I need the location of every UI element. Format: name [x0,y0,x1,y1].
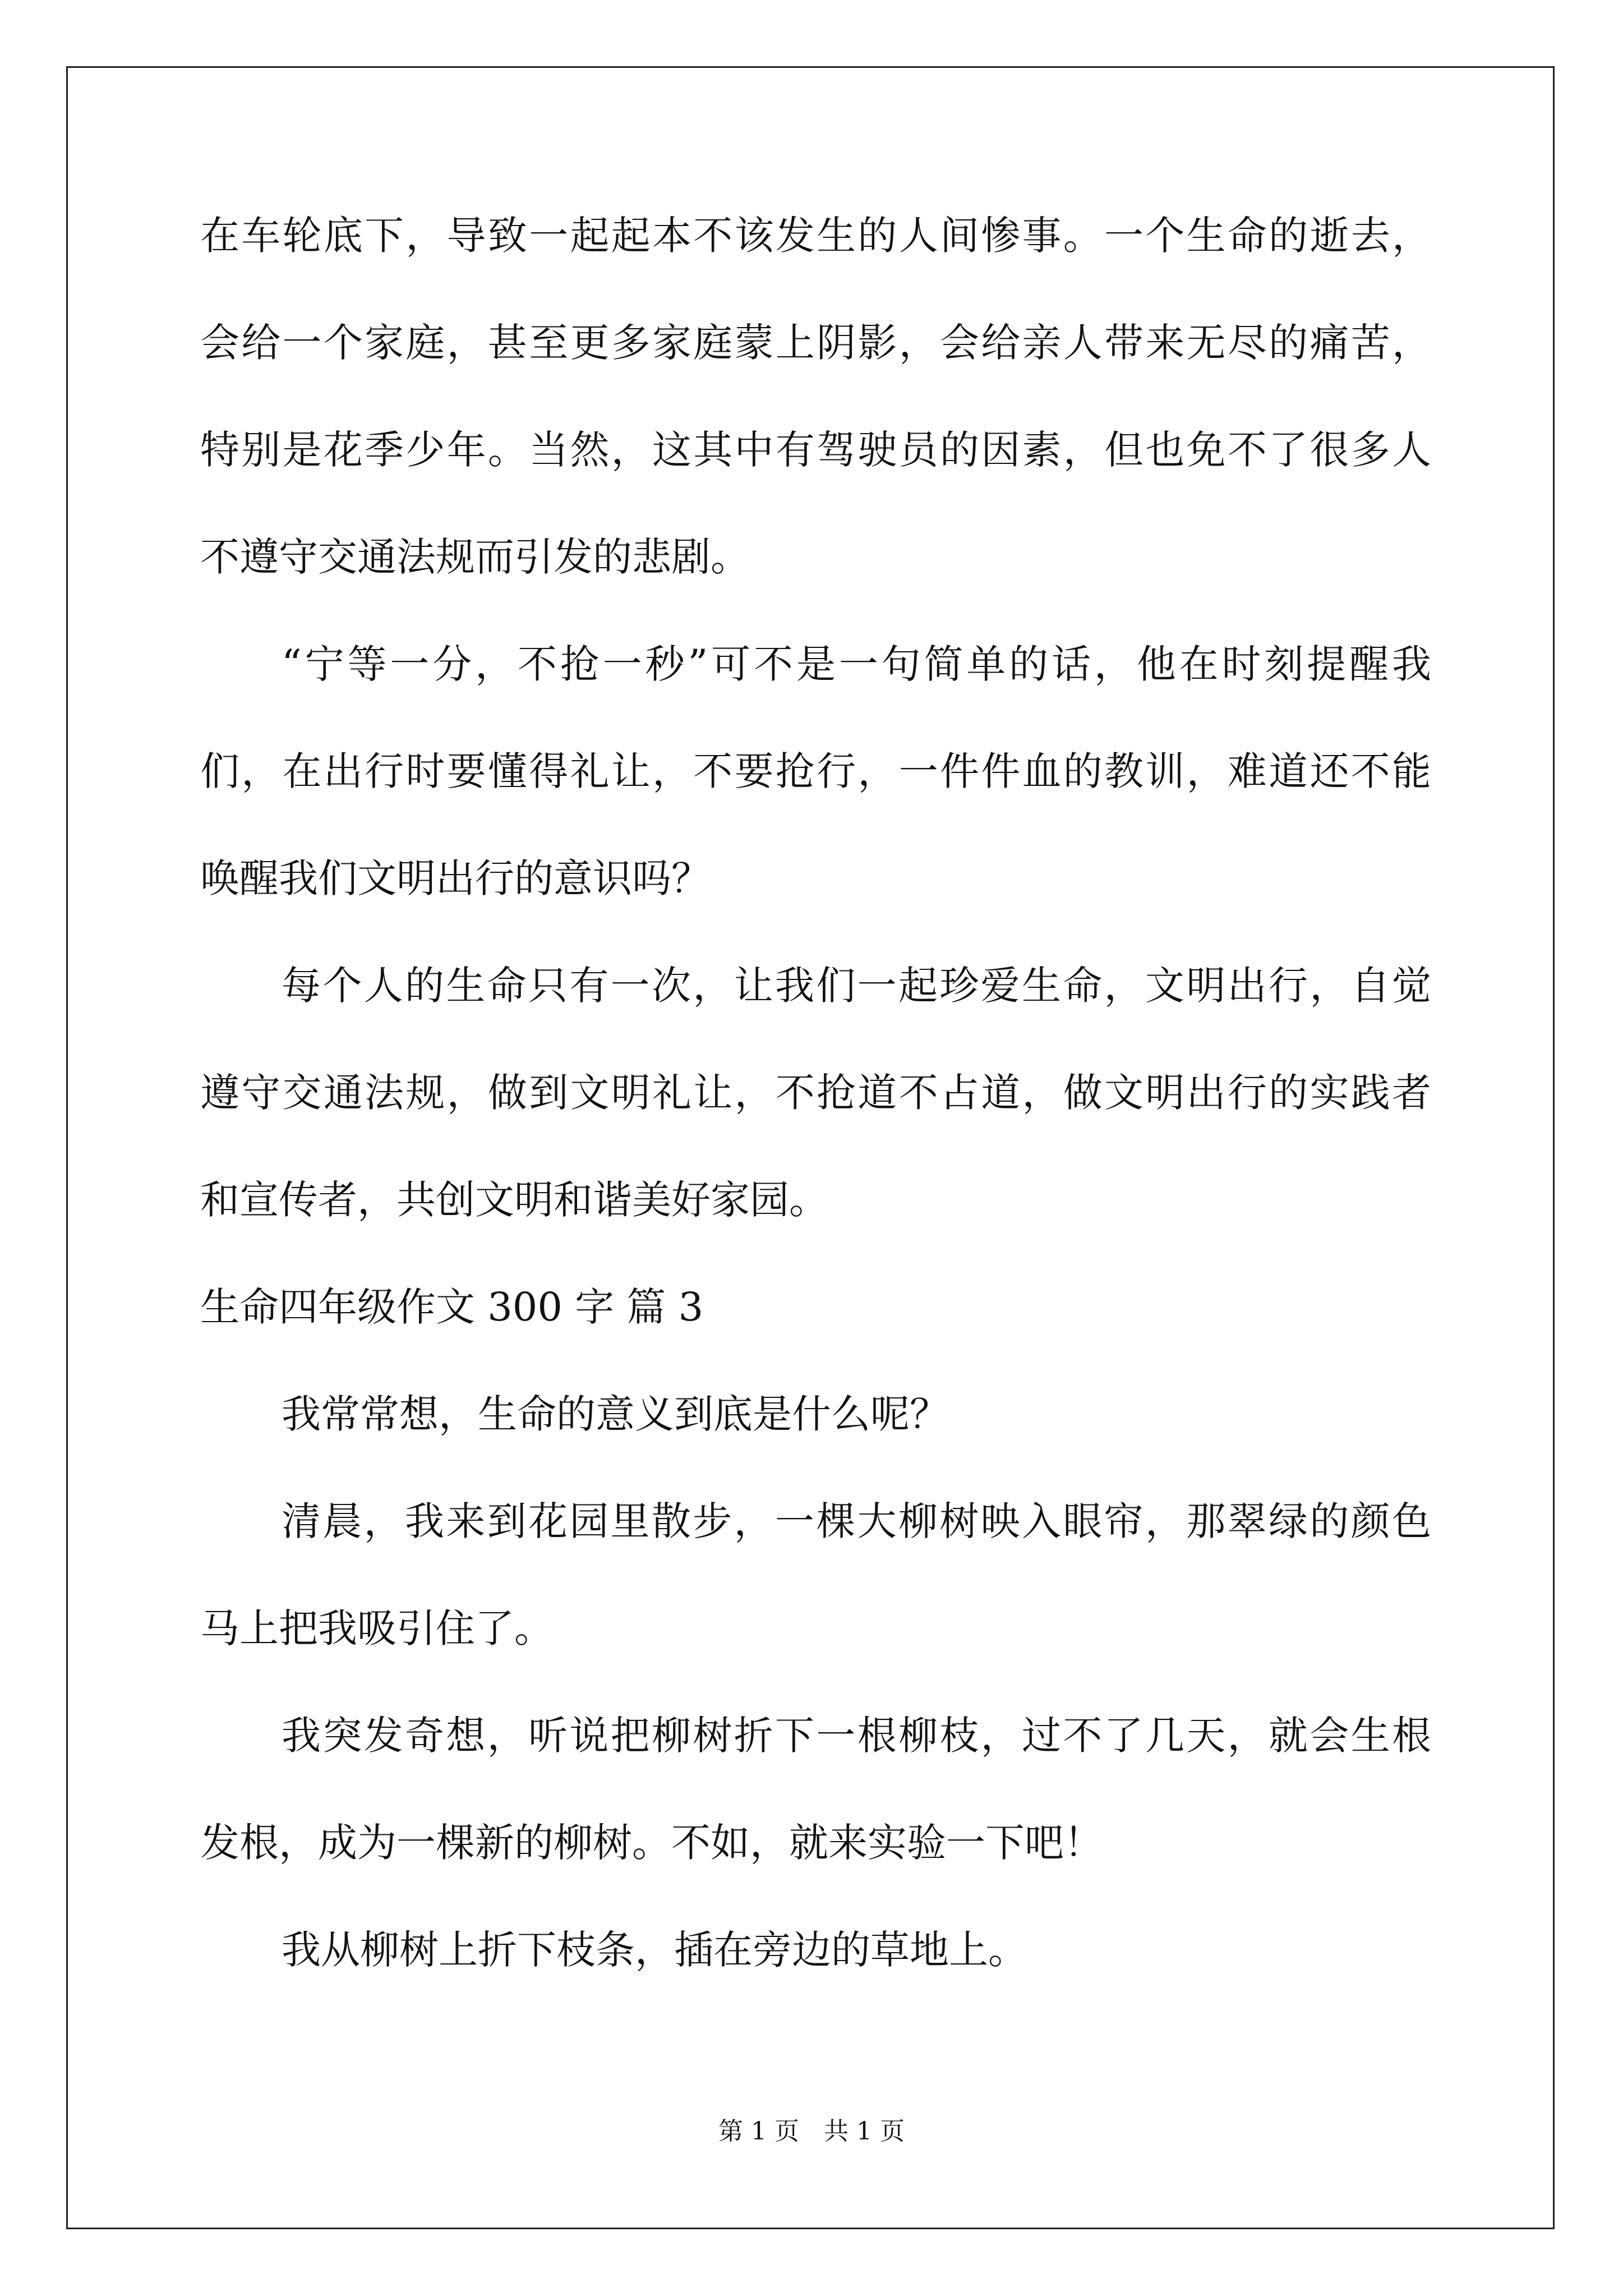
text-line: 马上把我吸引住了。 [200,1605,554,1651]
paragraph-start-line: 清晨，我来到花园里散步，一棵大柳树映入眼帘，那翠绿的颜色 [282,1498,1431,1544]
text-line: 发根，成为一棵新的柳树。不如，就来实验一下吧！ [200,1820,1103,1866]
paragraph-start-line: 我从柳树上折下枝条，插在旁边的草地上。 [282,1927,1027,1973]
text-line: 遵守交通法规，做到文明礼让，不抢道不占道，做文明出行的实践者 [200,1070,1431,1116]
paragraph-start-line: 我突发奇想，听说把柳树折下一根柳枝，过不了几天，就会生根 [282,1713,1431,1759]
page-border [66,66,1555,2229]
text-line: 特别是花季少年。当然，这其中有驾驶员的因素，但也免不了很多人 [200,427,1431,473]
page-footer: 第 1 页 共 1 页 [718,2117,905,2146]
paragraph-start-line: 我常常想，生命的意义到底是什么呢？ [282,1391,949,1437]
text-line: 不遵守交通法规而引发的悲剧。 [200,534,750,580]
text-line: 在车轮底下，导致一起起本不该发生的人间惨事。一个生命的逝去， [200,213,1431,259]
text-line: 和宣传者，共创文明和谐美好家园。 [200,1177,828,1223]
text-line: 唤醒我们文明出行的意识吗？ [200,855,711,901]
paragraph-start-line: “宁等一分，不抢一秒”可不是一句简单的话，他在时刻提醒我 [282,641,1431,687]
paragraph-start-line: 每个人的生命只有一次，让我们一起珍爱生命，文明出行，自觉 [282,963,1431,1009]
text-line: 们，在出行时要懂得礼让，不要抢行，一件件血的教训，难道还不能 [200,748,1431,794]
section-heading: 生命四年级作文 300 字 篇 3 [200,1284,704,1330]
text-line: 会给一个家庭，甚至更多家庭蒙上阴影，会给亲人带来无尽的痛苦， [200,320,1431,366]
